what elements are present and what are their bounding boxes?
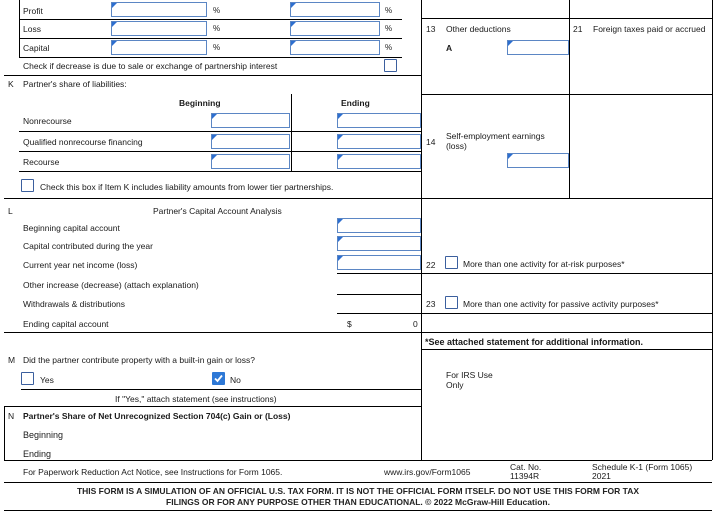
loss-ending-input[interactable] xyxy=(290,21,380,36)
section-n-ending: Ending xyxy=(23,449,52,459)
ending-capital-value: 0 xyxy=(413,319,418,329)
lower-tier-check-label: Check this box if Item K includes liability amounts from lower tier partnerships. xyxy=(40,182,334,192)
loss-pct1: % xyxy=(213,24,221,33)
box23-number: 23 xyxy=(426,299,436,309)
box14-amount-input[interactable] xyxy=(507,153,569,168)
nonrecourse-beginning-input[interactable] xyxy=(211,113,290,128)
box14-number: 14 xyxy=(426,137,436,147)
section-n-left-border xyxy=(4,407,5,460)
ending-capital-label: Ending capital account xyxy=(23,319,109,329)
box13-number: 13 xyxy=(426,24,436,34)
box14-label-1: Self-employment earnings xyxy=(446,131,545,141)
liability-nonrecourse-label: Nonrecourse xyxy=(23,116,72,126)
irs-use-line-2: Only xyxy=(446,380,464,390)
recourse-beginning-input[interactable] xyxy=(211,154,290,169)
attached-statement-note: *See attached statement for additional information. xyxy=(425,337,644,347)
capital-account-beginning-input[interactable] xyxy=(337,218,421,233)
net-income-input[interactable] xyxy=(337,255,421,270)
ending-capital-currency: $ xyxy=(347,319,352,329)
contrib-no-label: No xyxy=(230,375,241,385)
box13-label: Other deductions xyxy=(446,24,511,34)
loss-beginning-input[interactable] xyxy=(111,21,207,36)
section-k-col-beginning: Beginning xyxy=(179,98,221,108)
footer-url: www.irs.gov/Form1065 xyxy=(384,467,471,477)
irs-use-line-1: For IRS Use xyxy=(446,370,493,380)
share-row-profit-label: Profit xyxy=(23,6,43,16)
box13-code: A xyxy=(446,43,453,53)
qualified-ending-input[interactable] xyxy=(337,134,421,149)
profit-pct1: % xyxy=(213,6,221,15)
liability-recourse-label: Recourse xyxy=(23,157,60,167)
withdrawals-label: Withdrawals & distributions xyxy=(23,299,126,309)
footer-schedule-2: 2021 xyxy=(592,471,611,481)
section-n-beginning: Beginning xyxy=(23,430,64,440)
footer-cat-2: 11394R xyxy=(510,471,540,481)
other-increase-label: Other increase (decrease) (attach explanation) xyxy=(23,280,199,290)
contrib-yes-label: Yes xyxy=(40,375,54,385)
disclaimer-line-1: THIS FORM IS A SIMULATION OF AN OFFICIAL U.S. TAX FORM. IT IS NOT THE OFFICIAL FORM ITSELF. DO NOT USE THIS FORM FOR TAX xyxy=(76,486,640,496)
box21-label: Foreign taxes paid or accrued xyxy=(593,24,706,34)
decrease-checkbox[interactable] xyxy=(384,59,397,72)
footer-cat-1: Cat. No. xyxy=(510,462,542,472)
decrease-check-label: Check if decrease is due to sale or exchange of partnership interest xyxy=(23,61,278,71)
nonrecourse-ending-input[interactable] xyxy=(337,113,421,128)
box23-checkbox[interactable] xyxy=(445,296,458,309)
box21-number: 21 xyxy=(573,24,583,34)
footer-paperwork: For Paperwork Reduction Act Notice, see Instructions for Form 1065. xyxy=(23,467,283,477)
contrib-yes-checkbox[interactable] xyxy=(21,372,34,385)
capital-beginning-label: Beginning capital account xyxy=(23,223,120,233)
section-m-note: If "Yes," attach statement (see instructions) xyxy=(115,394,277,404)
profit-ending-input[interactable] xyxy=(290,2,380,17)
section-k-title: Partner's share of liabilities: xyxy=(23,79,127,89)
capital-beginning-input[interactable] xyxy=(111,40,207,55)
box14-label-2: (loss) xyxy=(446,141,467,151)
recourse-ending-input[interactable] xyxy=(337,154,421,169)
checkmark-icon xyxy=(213,373,224,384)
section-k-letter: K xyxy=(8,79,14,89)
section-n-title: Partner's Share of Net Unrecognized Section 704(c) Gain or (Loss) xyxy=(23,411,291,421)
disclaimer-line-2: FILINGS OR FOR ANY PURPOSE OTHER THAN EDUCATIONAL. © 2022 McGraw-Hill Education. xyxy=(166,497,550,507)
box22-checkbox[interactable] xyxy=(445,256,458,269)
box13-amount-input[interactable] xyxy=(507,40,569,55)
box23-label: More than one activity for passive activity purposes* xyxy=(463,299,659,309)
lower-tier-checkbox[interactable] xyxy=(21,179,34,192)
section-k-col-ending: Ending xyxy=(341,98,370,108)
capital-contributed-label: Capital contributed during the year xyxy=(23,241,153,251)
page-right-border xyxy=(712,0,713,460)
section-l-title: Partner's Capital Account Analysis xyxy=(153,206,282,216)
section-l-letter: L xyxy=(8,206,13,216)
capital-ending-input[interactable] xyxy=(290,40,380,55)
profit-pct2: % xyxy=(385,6,393,15)
section-m-question: Did the partner contribute property with a built-in gain or loss? xyxy=(23,355,255,365)
contrib-no-checkbox[interactable] xyxy=(212,372,225,385)
liability-qualified-label: Qualified nonrecourse financing xyxy=(23,137,143,147)
loss-pct2: % xyxy=(385,24,393,33)
capital-contributed-input[interactable] xyxy=(337,236,421,251)
section-m-letter: M xyxy=(8,355,16,365)
capital-pct2: % xyxy=(385,43,393,52)
box22-number: 22 xyxy=(426,260,436,270)
disclaimer xyxy=(4,486,712,508)
footer-schedule-1: Schedule K-1 (Form 1065) xyxy=(592,462,693,472)
left-panel-divider xyxy=(421,0,422,460)
profit-beginning-input[interactable] xyxy=(111,2,207,17)
section-n-letter: N xyxy=(8,411,15,421)
right-col-divider xyxy=(569,0,570,95)
box22-label: More than one activity for at-risk purposes* xyxy=(463,259,625,269)
share-row-capital-label: Capital xyxy=(23,43,50,53)
qualified-beginning-input[interactable] xyxy=(211,134,290,149)
share-row-loss-label: Loss xyxy=(23,24,41,34)
capital-pct1: % xyxy=(213,43,221,52)
net-income-label: Current year net income (loss) xyxy=(23,260,138,270)
